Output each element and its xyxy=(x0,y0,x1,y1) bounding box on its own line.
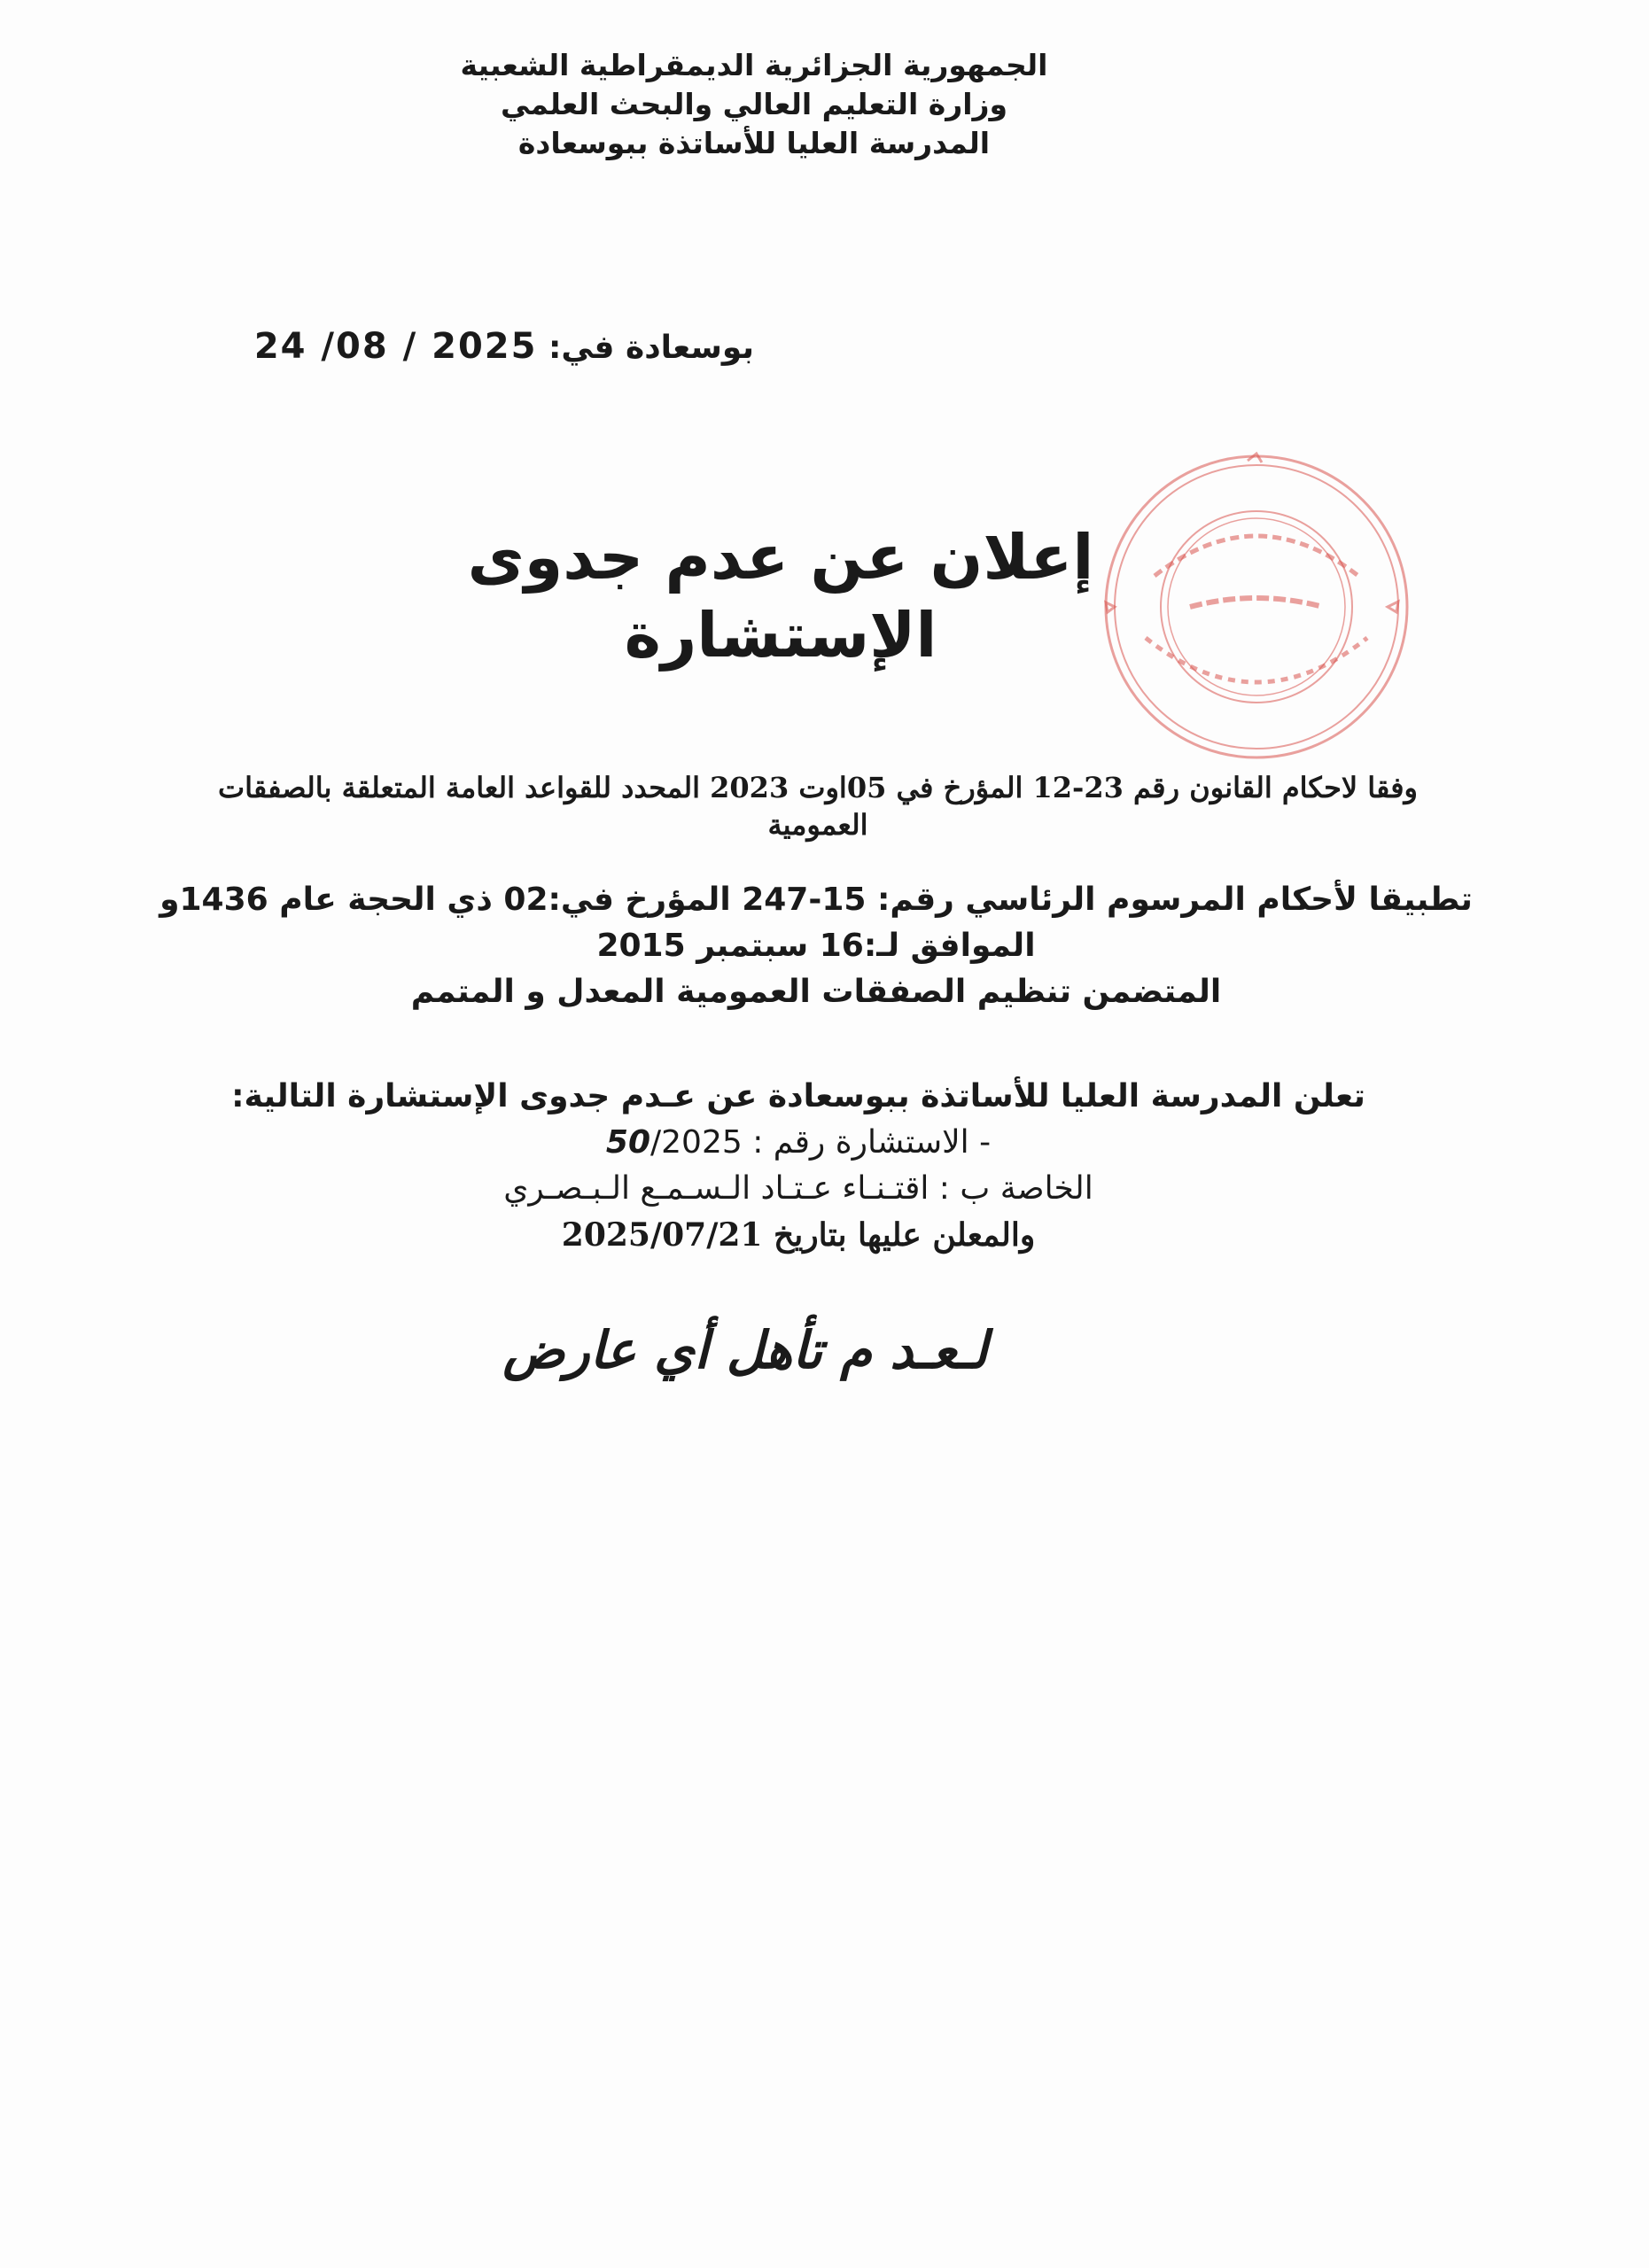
law-line-1: وفقا لاحكام القانون رقم 23-12 المؤرخ في 05اوت 2023 المحدد للقواعد العامة المتعلقة بالصفقات xyxy=(218,771,1418,804)
legal-basis-law xyxy=(136,769,1500,843)
decree-line-3: المتضمن تنظيم الصفقات العمومية المعدل و المتمم xyxy=(410,974,1222,1010)
header-line-school: المدرسة العليا للأساتذة ببوسعادة xyxy=(517,126,991,160)
decree-line-2: الموافق لـ:16 سبتمبر 2015 xyxy=(596,928,1036,964)
consultation-subject: الخاصة ب : اقتـنـاء عـتـاد الـسـمـع الـبـصـري xyxy=(503,1170,1093,1207)
date-line xyxy=(254,326,754,367)
date-value: 24 /08 / 2025 xyxy=(253,326,538,367)
title-line-2: الإستشارة xyxy=(624,599,937,672)
legal-basis-decree xyxy=(125,877,1507,1015)
consultation-label: - الاستشارة رقم : xyxy=(742,1124,992,1161)
announcement-intro: تعلن المدرسة العليا للأساتذة ببوسعادة عن عـدم جدوى الإستشارة التالية: xyxy=(231,1078,1365,1115)
consultation-published-date: والمعلن عليها بتاريخ 2025/07/21 xyxy=(561,1216,1036,1254)
announcement-title xyxy=(382,518,1179,674)
closing-reason: لـعـد م تأهل أي عارض xyxy=(502,1320,988,1380)
law-line-2: العمومية xyxy=(767,808,868,842)
consultation-number: 50/2025 xyxy=(605,1124,743,1161)
consultation-number-line xyxy=(178,1120,1419,1166)
header-line-republic: الجمهورية الجزائرية الديمقراطية الشعبية xyxy=(460,48,1048,82)
date-label: بوسعادة في: xyxy=(548,330,754,366)
decree-line-1: تطبيقا لأحكام المرسوم الرئاسي رقم: 15-247 المؤرخ في:02 ذي الحجة عام 1436و xyxy=(159,882,1473,918)
institution-header xyxy=(355,46,1153,163)
header-line-ministry: وزارة التعليم العالي والبحث العلمي xyxy=(500,87,1008,121)
title-line-1: إعلان عن عدم جدوى xyxy=(467,521,1094,594)
announcement-body xyxy=(178,1074,1419,1258)
